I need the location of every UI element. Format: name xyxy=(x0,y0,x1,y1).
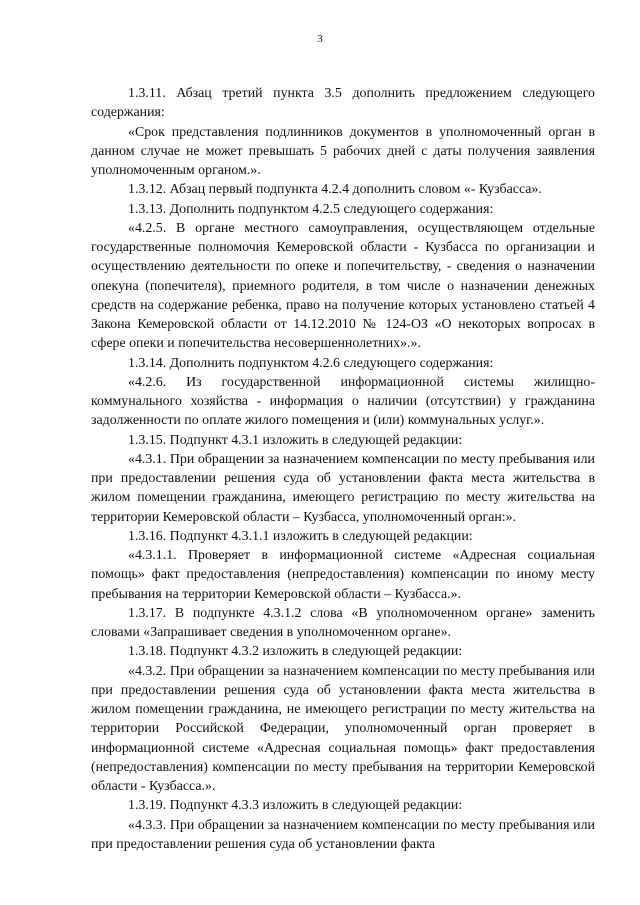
paragraph-1-3-13: 1.3.13. Дополнить подпунктом 4.2.5 следующего содержания: xyxy=(128,201,494,217)
paragraph-1-3-14: 1.3.14. Дополнить подпунктом 4.2.6 следующего содержания: xyxy=(128,355,494,371)
paragraph-quote-4-3-2: «4.3.2. При обращении за назначением компенсации по месту пребывания или при предоставлении решения суда об установлении факта места жительства в жилом помещении гражданина, не имеющего регистрации по месту жительства на территории Российской Федерации, уполномоченный орган проверяет в информационной системе «Адресная социальная помощь» факт предоставления (непредоставления) компенсации по месту пребывания на территории Кемеровской области - Кузбасса.». xyxy=(91,663,595,794)
paragraph-quote-4-2-5: «4.2.5. В органе местного самоуправления, осуществляющем отдельные государственные полномочия Кемеровской области - Кузбасса по организации и осуществлению деятельности по опеке и попечительству, - сведения о назначении опекуна (попечителя), приемного родителя, в том числе о назначении денежных средств на содержание ребенка, право на получение которых установлено статьей 4 Закона Кемеровской области от 14.12.2010 № 124-ОЗ «О некоторых вопросах в сфере опеки и попечительства несовершеннолетних».». xyxy=(91,220,595,352)
paragraph-quote-4-3-1: «4.3.1. При обращении за назначением компенсации по месту пребывания или при предоставлении решения суда об установлении факта места жительства в жилом помещении гражданина, имеющего регистрацию по месту жительства на территории Кемеровской области – Кузбасса, уполномоченный орган:». xyxy=(91,451,595,525)
paragraph-1-3-17: 1.3.17. В подпункте 4.3.1.2 слова «В уполномоченном органе» заменить словами «Запрашивает сведения в уполномоченном органе». xyxy=(91,605,595,640)
page-number: 3 xyxy=(317,33,323,45)
paragraph-1-3-12: 1.3.12. Абзац первый подпункта 4.2.4 дополнить словом «- Кузбасса». xyxy=(128,182,542,198)
paragraph-quote-3-5: «Срок представления подлинников документов в уполномоченный орган в данном случае не может превышать 5 рабочих дней с даты получения заявления уполномоченным органом.». xyxy=(91,124,595,178)
paragraph-quote-4-3-3: «4.3.3. При обращении за назначением компенсации по месту пребывания или при предоставлении решения суда об установлении факта xyxy=(91,817,595,852)
document-body xyxy=(91,84,595,854)
paragraph-quote-4-2-6: «4.2.6. Из государственной информационной системы жилищно-коммунального хозяйства - информация о наличии (отсутствии) у гражданина задолженности по оплате жилого помещения и (или) коммунальных услуг.». xyxy=(91,374,595,429)
paragraph-quote-4-3-1-1: «4.3.1.1. Проверяет в информационной системе «Адресная социальная помощь» факт предоставления (непредоставления) компенсации по иному месту пребывания на территории Кемеровской области – Кузбасса.». xyxy=(91,548,595,602)
paragraph-1-3-15: 1.3.15. Подпункт 4.3.1 изложить в следующей редакции: xyxy=(128,432,463,448)
paragraph-1-3-11: 1.3.11. Абзац третий пункта 3.5 дополнить предложением следующего содержания: xyxy=(91,86,595,121)
paragraph-1-3-19: 1.3.19. Подпункт 4.3.3 изложить в следующей редакции: xyxy=(128,798,463,814)
paragraph-1-3-16: 1.3.16. Подпункт 4.3.1.1 изложить в следующей редакции: xyxy=(128,528,473,544)
paragraph-1-3-18: 1.3.18. Подпункт 4.3.2 изложить в следующей редакции: xyxy=(128,644,463,660)
